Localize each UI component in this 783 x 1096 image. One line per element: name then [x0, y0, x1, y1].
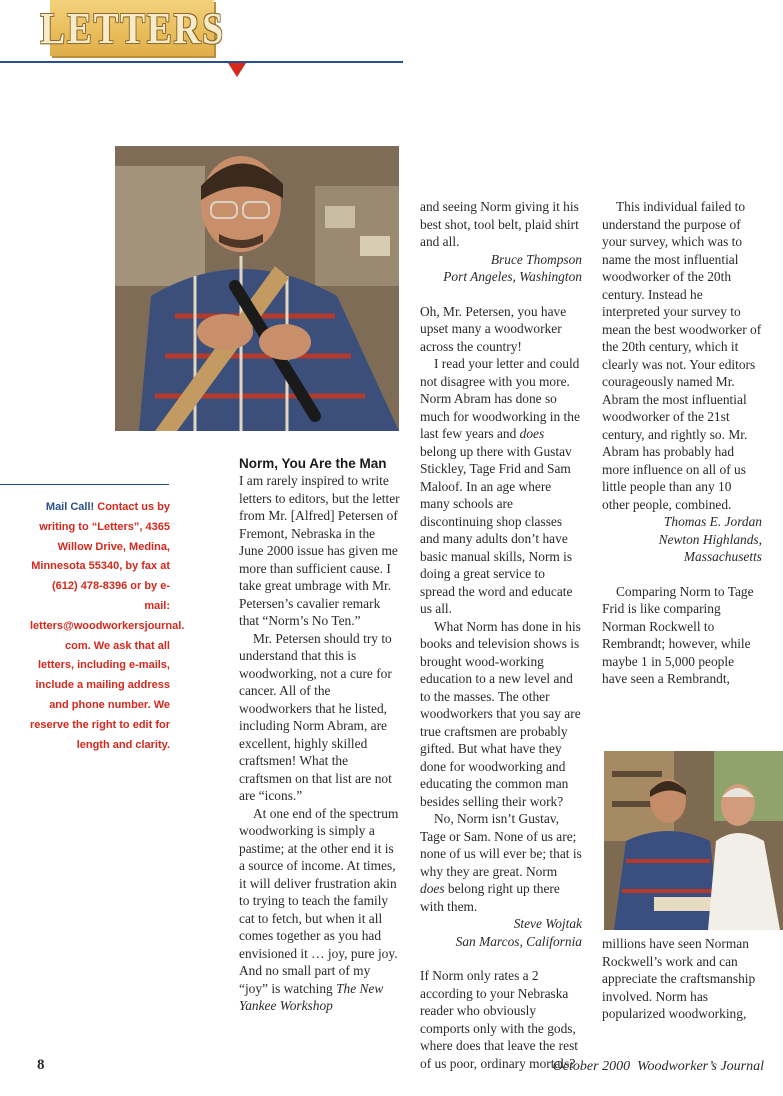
column-1	[239, 455, 401, 1015]
letter4-paragraph-1: Comparing Norm to Tage Frid is like comparing Norman Rockwell to Rembrandt; however, while maybe 1 in 5,000 people have seen a Rembrandt,	[602, 583, 754, 686]
footer-issue-date: October 2000	[552, 1059, 631, 1074]
letter3-signature-place-1: Newton Highlands,	[658, 531, 762, 547]
mail-call-body: Contact us by writing to “Letters”, 4365 Willow Drive, Medina, Minnesota 55340, by fax at (612) 478-8396 or by e-mail: letters@woodworkersjournal. com. We ask that all letters, including e-mails, include a mailing address and phone number. We reserve the right to edit for length and clarity.	[30, 501, 185, 751]
page-number: 8	[37, 1057, 45, 1073]
letter2-signature-name: Steve Wojtak	[513, 916, 582, 931]
triangle-pointer-icon	[228, 63, 246, 77]
column-3	[602, 198, 762, 688]
letter1-signature-place: Port Angeles, Washington	[443, 269, 582, 284]
letter3-paragraph-2: This individual failed to understand the purpose of your survey, which was to name the most influential woodworker of the 20th century. Instead he interpreted your survey to mean the best woodworker of the 20th century, which it clearly was not. Your editors courageously named Mr. Abram the most influential woodworker of the 21st century, and rightly so. Mr. Abram has probably had more influence on all of us little people than any 10 other people, combined.	[602, 199, 762, 512]
letter2-paragraph-1: Oh, Mr. Petersen, you have upset many a woodworker across the country!	[420, 303, 567, 354]
section-banner	[39, 0, 225, 56]
sidebar-rule	[0, 484, 169, 485]
letter1-paragraph-1: I am rarely inspired to write letters to editors, but the letter from Mr. [Alfred] Petersen of Fremont, Nebraska in the June 2000 issue has given me more than sufficient cause. I take great umbrage with Mr. Petersen’s cavalier remark that “Norm’s No Ten.”	[239, 473, 400, 628]
column-2	[420, 198, 582, 1072]
letter3-signature-name: Thomas E. Jordan	[663, 514, 762, 529]
letter2-paragraph-3: What Norm has done in his books and television shows is brought wood-working education to a new level and to the masses. The other woodworkers that you say are true craftsmen are probably gifted. But what have they done for woodworking and educating the common man besides selling their work?	[420, 618, 581, 809]
letter3-paragraph-1: If Norm only rates a 2 according to your Nebraska reader who obviously comports only with the gods, where does that leave the rest of us poor, ordinary mortals?	[420, 968, 579, 1071]
letter4-paragraph-1-continued: millions have seen Norman Rockwell’s work and can appreciate the craftsmanship involved. Norm has popularized woodworking,	[602, 936, 756, 1021]
letter2-paragraph-4: No, Norm isn’t Gustav, Tage or Sam. None of us are; none of us will ever be; that is why they are great. Norm does belong right up there with them.	[420, 811, 582, 914]
mail-call-notice	[30, 498, 185, 755]
photo-two-men	[604, 751, 783, 930]
photo-woodworker	[115, 146, 399, 431]
letter2-paragraph-2: I read your letter and could not disagree with you more. Norm Abram has done so much for woodworking in the last few years and does belong up there with Gustav Stickley, Tage Frid and Sam Maloof. In an age where many schools are discontinuing shop classes and many adults don’t have basic manual skills, Norm is doing a great service to spread the word and educate us all.	[420, 356, 580, 616]
letter1-paragraph-2: Mr. Petersen should try to understand that this is woodworking, not a cure for cancer. All of the woodworkers that he listed, including Norm Abram, are excellent, highly skilled craftsmen! What the craftsmen on that list are not are “icons.”	[239, 630, 392, 803]
show-title: The New Yankee Workshop	[239, 980, 384, 1013]
letter-headline: Norm, You Are the Man	[239, 456, 387, 471]
footer-magazine-name: Woodworker’s Journal	[637, 1059, 764, 1074]
letter1-paragraph-3: At one end of the spectrum woodworking is simply a pastime; at the other end it is a source of income. At times, it will deliver frustration akin to trying to teach the family cat to fetch, but when it all comes together as you had envisioned it … joy, pure joy. And no small part of my “joy” is watching The New Yankee Workshop	[239, 805, 399, 1013]
letter3-signature-place-2: Massachusetts	[683, 549, 762, 564]
mail-call-lead: Mail Call!	[45, 501, 95, 513]
letter2-signature-place: San Marcos, California	[455, 933, 582, 949]
letter1-signature-name: Bruce Thompson	[490, 251, 582, 267]
section-banner-label: LETTERS	[39, 3, 225, 53]
column-3-bottom	[602, 935, 762, 1023]
header-rule	[0, 61, 403, 63]
footer-issue-line	[553, 1059, 764, 1075]
letter1-paragraph-3-continued: and seeing Norm giving it his best shot, tool belt, plaid shirt and all.	[420, 199, 579, 249]
